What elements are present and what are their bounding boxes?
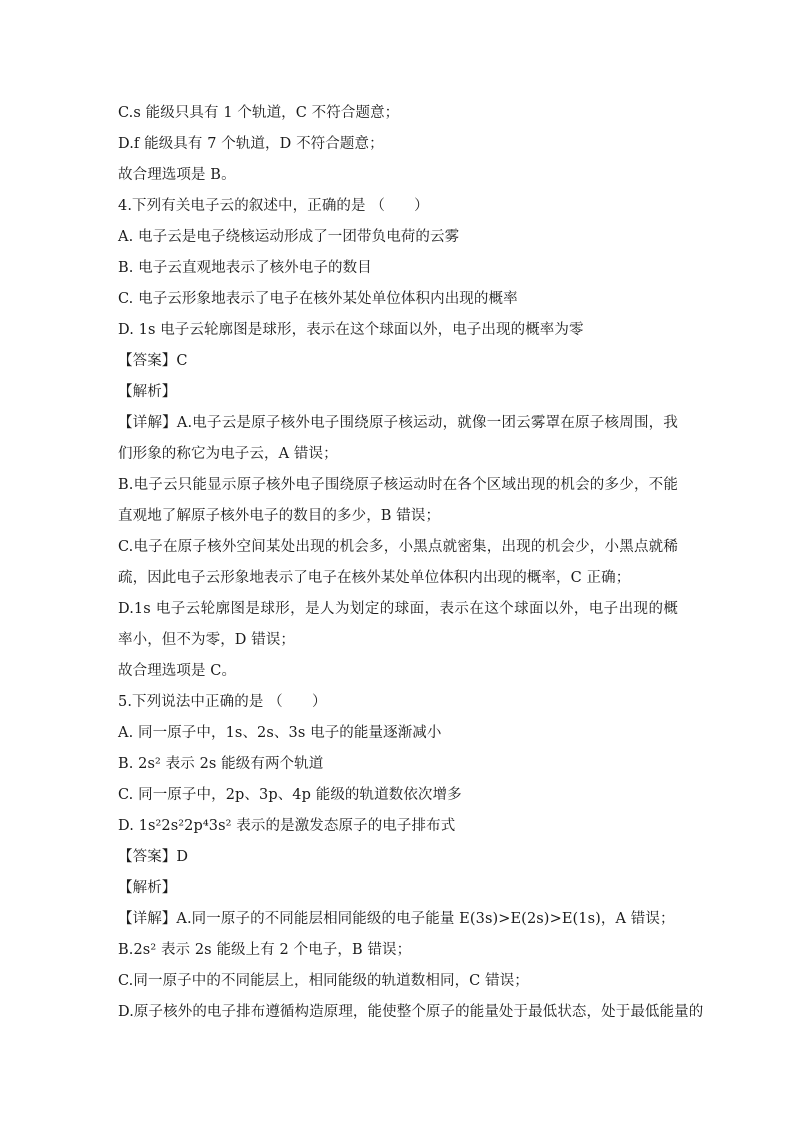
question-4: 4.下列有关电子云的叙述中，正确的是 （ ）: [118, 198, 429, 214]
option-b: B. 2s² 表示 2s 能级有两个轨道: [118, 756, 324, 772]
option-c: C. 同一原子中，2p、3p、4p 能级的轨道数依次增多: [118, 787, 462, 803]
explanation-paragraph: C.电子在原子核外空间某处出现的机会多，小黑点就密集，出现的机会少，小黑点就稀疏，因此电子云形象地表示了电子在核外某处单位体积内出现的概率，C 正确；: [118, 539, 678, 586]
text-line: D.f 能级具有 7 个轨道，D 不符合题意；: [118, 136, 384, 152]
analysis-label: 【解析】: [118, 384, 177, 400]
text-line: C.s 能级只具有 1 个轨道，C 不符合题意；: [118, 105, 400, 121]
answer-label: 【答案】D: [118, 849, 189, 865]
option-c: C. 电子云形象地表示了电子在核外某处单位体积内出现的概率: [118, 291, 518, 307]
option-a: A. 同一原子中，1s、2s、3s 电子的能量逐渐减小: [118, 725, 442, 741]
question-5: 5.下列说法中正确的是 （ ）: [118, 694, 327, 710]
explanation-line: D.原子核外的电子排布遵循构造原理，能使整个原子的能量处于最低状态，处于最低能量的: [118, 1004, 704, 1020]
answer-label: 【答案】C: [118, 353, 188, 369]
explanation-line: 【详解】A.同一原子的不同能层相同能级的电子能量 E(3s)>E(2s)>E(1s)，A 错误；: [118, 911, 675, 927]
explanation-paragraph: D.1s 电子云轮廓图是球形，是人为划定的球面，表示在这个球面以外，电子出现的概率小，但不为零，D 错误；: [118, 601, 678, 648]
text-line: 故合理选项是 B。: [118, 167, 236, 183]
analysis-label: 【解析】: [118, 880, 177, 896]
option-b: B. 电子云直观地表示了核外电子的数目: [118, 260, 372, 276]
text-line: 故合理选项是 C。: [118, 663, 237, 679]
explanation-paragraph: 【详解】A.电子云是原子核外电子围绕原子核运动，就像一团云雾罩在原子核周围，我们形象的称它为电子云，A 错误；: [118, 415, 678, 462]
explanation-paragraph: B.电子云只能显示原子核外电子围绕原子核运动时在各个区域出现的机会的多少，不能直观地了解原子核外电子的数目的多少，B 错误；: [118, 477, 678, 524]
document-page: [118, 98, 704, 1028]
explanation-line: B.2s² 表示 2s 能级上有 2 个电子，B 错误；: [118, 942, 412, 958]
option-d: D. 1s²2s²2p⁴3s² 表示的是激发态原子的电子排布式: [118, 818, 456, 834]
option-a: A. 电子云是电子绕核运动形成了一团带负电荷的云雾: [118, 229, 460, 245]
explanation-line: C.同一原子中的不同能层上，相同能级的轨道数相同，C 错误；: [118, 973, 529, 989]
option-d: D. 1s 电子云轮廓图是球形，表示在这个球面以外，电子出现的概率为零: [118, 322, 584, 338]
